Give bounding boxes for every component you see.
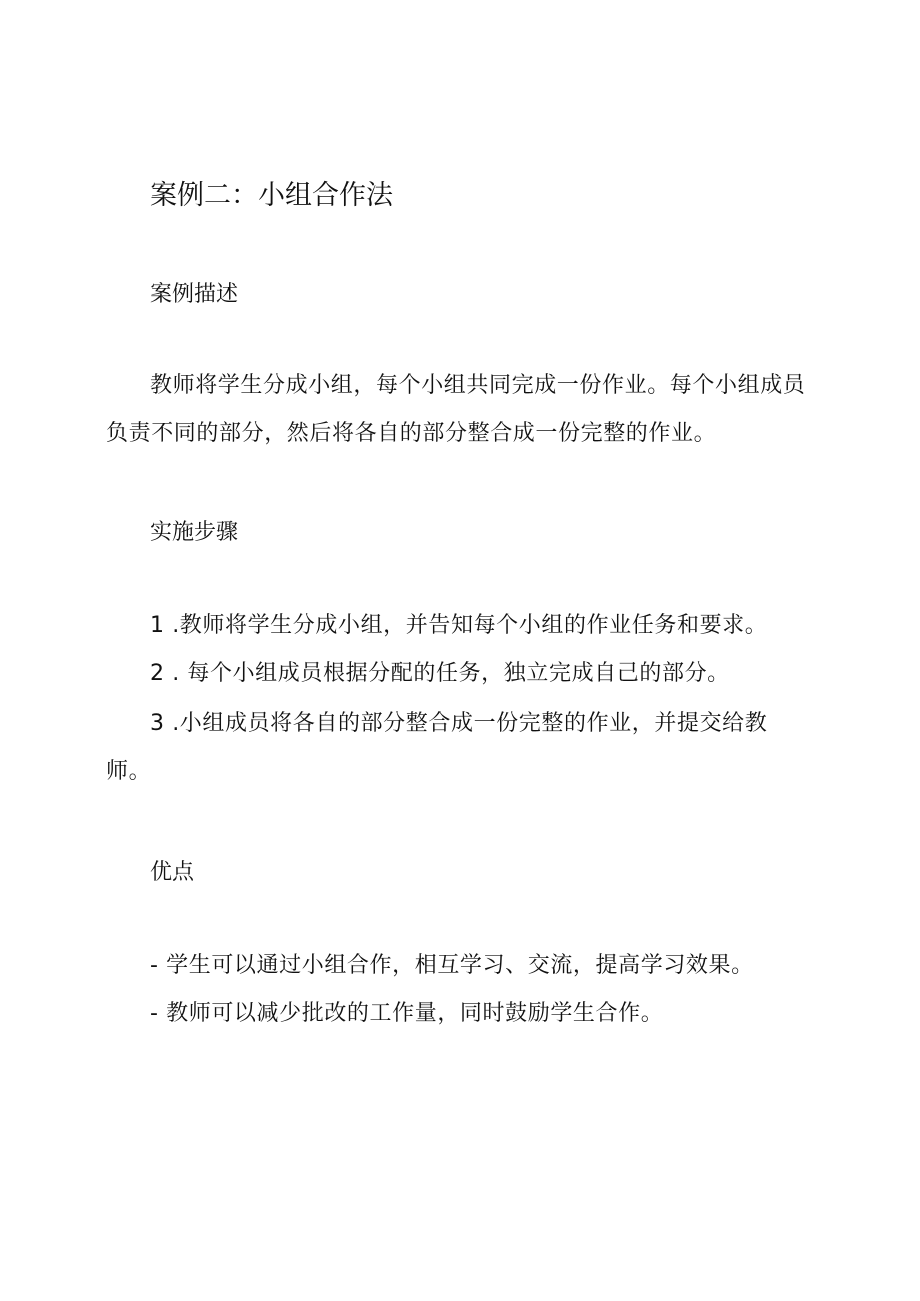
section-heading-advantages: 优点 [150, 860, 195, 885]
step-item-1: 1 .教师将学生分成小组，并告知每个小组的作业任务和要求。 [150, 613, 768, 638]
section-heading-description: 案例描述 [150, 282, 239, 307]
step-item-3: 3 .小组成员将各自的部分整合成一份完整的作业，并提交给教师。 [106, 711, 768, 784]
advantage-item-2: - 教师可以减少批改的工作量，同时鼓励学生合作。 [150, 1001, 664, 1026]
description-paragraph: 教师将学生分成小组，每个小组共同完成一份作业。每个小组成员负责不同的部分，然后将各自的部分整合成一份完整的作业。 [106, 373, 806, 446]
section-heading-steps: 实施步骤 [150, 520, 239, 545]
advantage-item-1: - 学生可以通过小组合作，相互学习、交流，提高学习效果。 [150, 953, 754, 978]
document-title: 案例二：小组合作法 [150, 180, 393, 211]
step-item-2: 2 . 每个小组成员根据分配的任务，独立完成自己的部分。 [150, 661, 730, 686]
